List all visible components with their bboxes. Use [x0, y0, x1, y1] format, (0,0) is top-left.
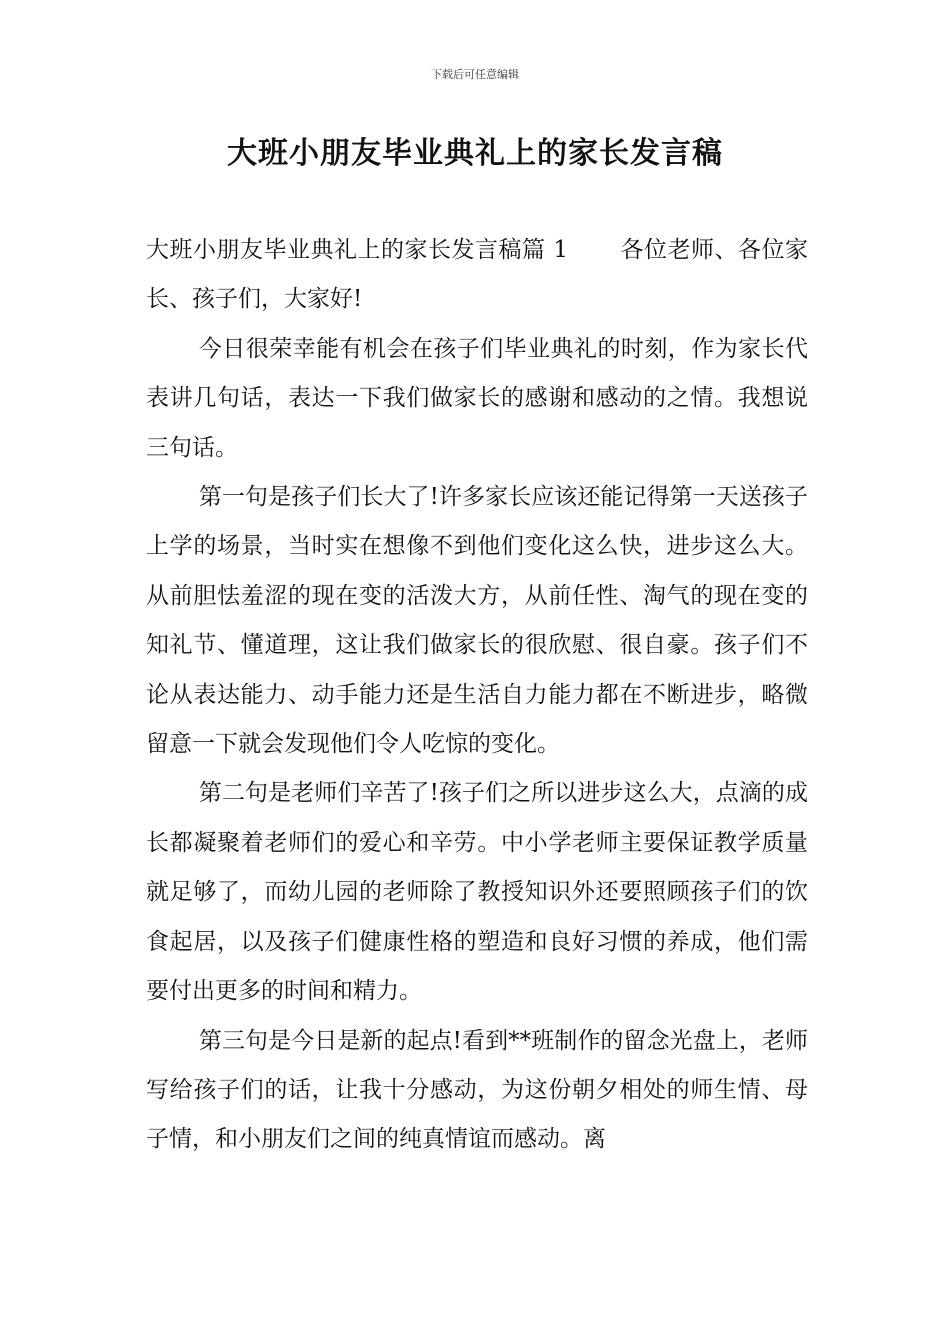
paragraph-2: 第一句是孩子们长大了!许多家长应该还能记得第一天送孩子上学的场景，当时实在想像不到他们变化这么快，进步这么大。从前胆怯羞涩的现在变的活泼大方，从前任性、淘气的现在变的知礼节、懂道理，这让我们做家长的很欣慰、很自豪。孩子们不论从表达能力、动手能力还是生活自力能力都在不断进步，略微留意一下就会发现他们令人吃惊的变化。 [146, 484, 808, 758]
intro-paragraph [146, 226, 808, 325]
document-title: 大班小朋友毕业典礼上的家长发言稿 [227, 136, 723, 171]
paragraph-3: 第二句是老师们辛苦了!孩子们之所以进步这么大，点滴的成长都凝聚着老师们的爱心和辛劳。中小学老师主要保证教学质量就足够了，而幼儿园的老师除了教授知识外还要照顾孩子们的饮食起居，以及孩子们健康性格的塑造和良好习惯的养成，他们需要付出更多的时间和精力。 [146, 780, 808, 1005]
paragraph-4: 第三句是今日是新的起点!看到**班制作的留念光盘上，老师写给孩子们的话，让我十分感动，为这份朝夕相处的师生情、母子情，和小朋友们之间的纯真情谊而感动。离 [146, 1027, 808, 1153]
document-body [146, 226, 808, 1165]
greeting-text: 各位老师、各位家长、孩子们，大家好! [146, 237, 808, 313]
section-heading: 大班小朋友毕业典礼上的家长发言稿篇 1 [146, 237, 568, 263]
paragraph-1: 今日很荣幸能有机会在孩子们毕业典礼的时刻，作为家长代表讲几句话，表达一下我们做家长的感谢和感动的之情。我想说三句话。 [146, 335, 808, 461]
header-note: 下载后可任意编辑 [431, 68, 519, 81]
